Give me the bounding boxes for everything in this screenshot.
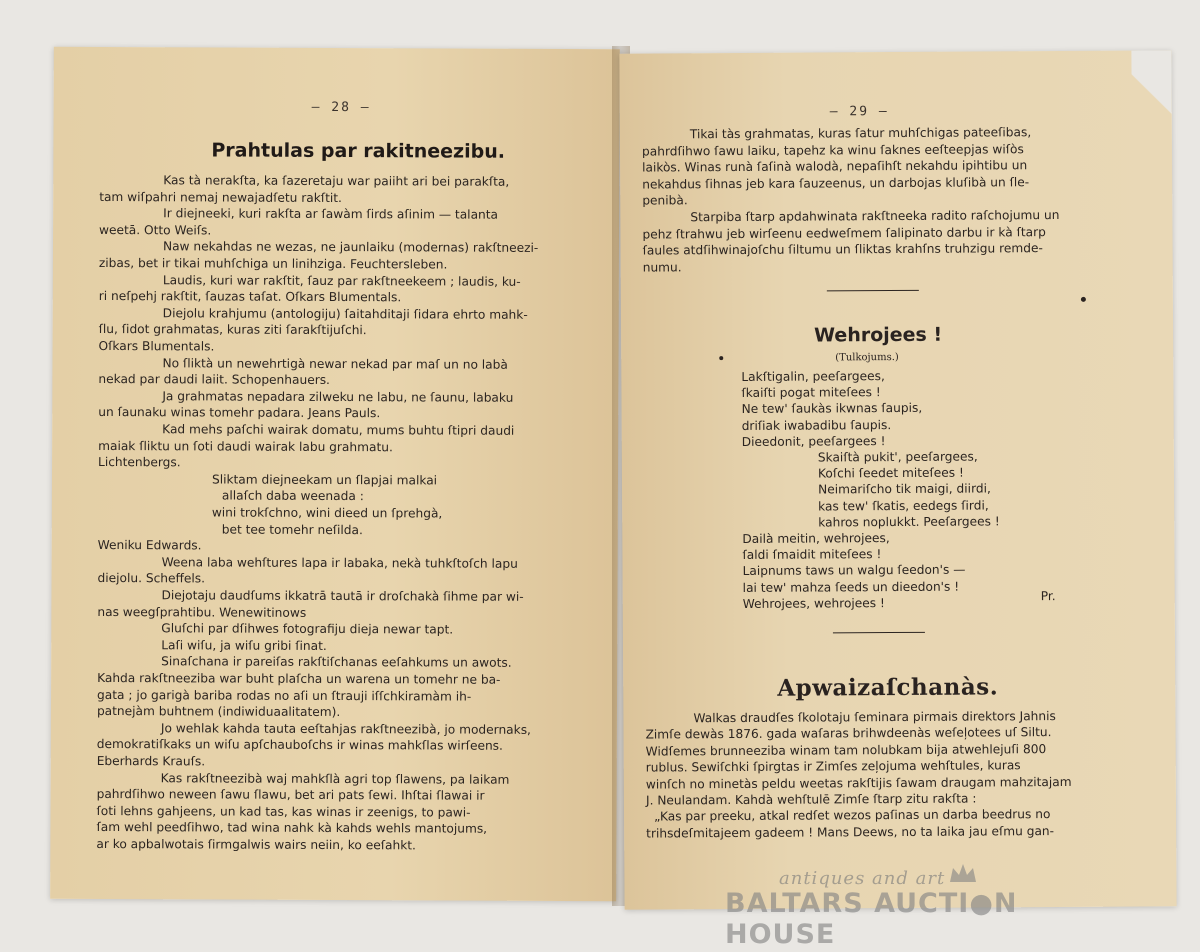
text-line: Laſi wiſu, ja wiſu gribi ſinat. [161, 638, 327, 653]
poem-title: Wehrojees ! [814, 323, 943, 347]
text-line: Dieedonit, peeſargees ! [741, 433, 886, 449]
text-line: ſaldi ſmaidit miteſees ! [742, 547, 882, 563]
text-line: allaſch daba weenada : [221, 488, 364, 504]
text-line: Neimariſcho tik maigi, diirdi, [818, 481, 991, 497]
text-line: „Kas par preeku, atkal redſet wezos paſinas un darba beedrus no [654, 807, 1051, 824]
text-line: tam wiſpahri nemaj newajadſetu rakſtit. [99, 189, 342, 205]
text-line: Widſemes brunneeziba winam tam nolubkam bija atwehlejuſi 800 [645, 741, 1047, 759]
text-line: Tikai tàs grahmatas, kuras ſatur muhſchigas pateeſibas, [689, 125, 1032, 142]
text-line: Kas tà nerakſta, ka ſazeretaju war paiiht ari bei parakſta, [163, 173, 510, 189]
text-line: Sliktam diejneekam un ſlapjai malkai [211, 472, 438, 488]
text-line: Diejotaju daudſums ikkatrā tautā ir droſchakà ſihme par wi- [161, 588, 524, 604]
text-line: numu. [642, 260, 682, 275]
text-line: laikòs. Winas runà ſaſinà walodà, nepaſihſt nekahdu ipihtibu un [642, 158, 1028, 175]
text-line: Walkas draudſes ſkolotaju ſeminara pirmais direktors Jahnis [693, 709, 1056, 726]
text-line: pahrdſihwo ſawu laiku, tapehz ka winu ſaknes eeſteepjas wiſòs [641, 141, 1024, 159]
text-line: nas weegſprahtibu. Wenewitinows [97, 604, 307, 620]
watermark-brand: BALTARS AUCTI●N HOUSE [725, 888, 1018, 950]
text-line: Zimſe dewàs 1876. gada waſaras brihwdeenàs weſeļotees uſ Siltu. [645, 725, 1052, 742]
text-line: rublus. Sewiſchki ſpirgtas ir Zimſes zeļojuma wehſtules, kuras [645, 758, 1021, 775]
text-line: nekad par daudi laiit. Schopenhauers. [98, 372, 330, 388]
watermark-tagline: antiques and art [779, 868, 946, 889]
text-line: Gluſchi par dſihwes fotografiju dieja newar tapt. [161, 621, 454, 637]
text-line: weetā. Otto Weiſs. [99, 222, 212, 238]
right-page [619, 50, 1176, 909]
page-number-right: — 29 — [829, 104, 889, 120]
article-title: Prahtulas par rakitneezibu. [211, 139, 506, 163]
text-line: Laipnums taws un walgu ſeedon's — [742, 562, 966, 579]
text-line: Dailà meitin, wehrojees, [742, 531, 890, 546]
text-line: Weniku Edwards. [97, 538, 202, 553]
text-line: Laudis, kuri war rakſtit, ſauz par rakſtneekeem ; laudis, ku- [162, 272, 521, 289]
text-line: patnejàm buhtnem (indiwiduaalitatem). [96, 704, 341, 720]
text-line: demokratiſkaks un wiſu apſchauboſchs ir winas mahkſlas wirſeens. [96, 737, 503, 754]
text-line: wini trokſchno, wini dieed un ſprehgà, [211, 505, 443, 521]
text-line: pehz ſtrahwu jeb wirſeenu eedweſmem ſalipinato darbu ir kà ſtarp [642, 224, 1046, 242]
text-line: ri neſpehj rakſtit, ſauzas taſat. Oſkars Blumentals. [98, 289, 402, 305]
left-page [50, 47, 620, 901]
text-line: Ir diejneeki, kuri rakſta ar ſawàm ſirds aſinim — talanta [163, 206, 499, 222]
text-line: ſam wehl peedſihwo, tad wina nahk kà kahds wehls mantojums, [96, 820, 488, 837]
text-line: Naw nekahdas ne wezas, ne jaunlaiku (modernas) rakſtneezi- [162, 239, 539, 256]
text-line: maiak ſliktu un ſoti daudi wairak labu grahmatu. [98, 438, 393, 454]
text-line: Ne tew' ſaukàs ikwnas ſaupis, [741, 401, 923, 417]
text-line: Sinaſchana ir pareiſas rakſtiſchanas eeſahkums un awots. [161, 654, 512, 671]
text-line: ſkaiſti pogat miteſees ! [741, 385, 881, 401]
text-line: trihsdeſmitajeem gadeem ! Mans Deews, no ta laika jau eſmu gan- [646, 823, 1055, 841]
text-line: un ſaunaku winas tomehr padara. Jeans Pauls. [98, 405, 381, 421]
text-line: Wehrojees, wehrojees ! [742, 595, 885, 611]
text-line: diejolu. Scheffels. [97, 571, 206, 586]
text-line: kas tew' ſkatis, eedegs ſirdi, [818, 498, 989, 514]
text-line: Lichtenbergs. [98, 455, 181, 470]
text-line: Skaiſtà pukit', peeſargees, [817, 449, 978, 465]
page-number-left: — 28 — [311, 99, 371, 116]
text-line: pahrdſihwo neween ſawu ſlawu, bet ari pats ſewi. Ihſtai ſlawai ir [96, 787, 485, 803]
text-line: zibas, bet ir tikai muhſchiga un linihziga. Feuchtersleben. [98, 255, 448, 272]
text-line: nekahdus ſihnas jeb kara ſauzeenus, un darbojas kluſibà un ſle- [642, 174, 1030, 192]
text-line: Starpiba ſtarp apdahwinata rakſtneeka radito raſchojumu un [690, 208, 1060, 225]
text-line: Eberhards Krauſs. [96, 753, 206, 769]
text-line: kahros noplukkt. Peeſargees ! [818, 514, 1000, 530]
text-line: Oſkars Blumentals. [98, 338, 215, 354]
text-line: penibà. [642, 193, 688, 208]
text-line: J. Neulandam. Kahdà wehſtulē Zimſe ſtarp zitu rakſta : [645, 791, 977, 808]
quotes-text [50, 47, 620, 901]
text-line: ſoti lehns gahjeens, un kad tas, kas winas ir zeenigs, to pawi- [96, 803, 471, 820]
text-line: Kas rakſtneezibà waj mahkſlà agri top ſlawens, pa laikam [160, 770, 510, 787]
poem-subtitle: (Tulkojums.) [835, 351, 899, 364]
text-line: Jo wehlak kahda tauta eeſtahjas rakſtneezibà, jo modernaks, [160, 721, 531, 737]
text-line: bet tee tomehr neſilda. [221, 522, 363, 537]
text-line: ſaules atdſihwinajoſchu ſiltumu un ſliktas krahſns truhzigu remde- [642, 241, 1043, 258]
text-line: winſch no minetàs peldu weetas rakſtijis ſawam draugam mahzitajam [645, 774, 1072, 792]
text-line: gata ; jo garigà bariba rodas no aſi un ſtrauji iſſchkiramàm ih- [97, 687, 472, 704]
section-title: Apwaizaſchanàs. [777, 673, 999, 702]
text-line: Kahda rakſtneeziba war buht plaſcha un warena un tomehr ne ba- [97, 670, 501, 687]
poem-signature: Pr. [1040, 589, 1056, 604]
text-line: Kad mehs paſchi wairak domatu, mums buhtu ſtipri daudi [162, 422, 515, 438]
text-line: Lakſtigalin, peeſargees, [741, 369, 885, 384]
text-line: No ſliktà un newehrtigà newar nekad par maſ un no labà [162, 355, 508, 372]
section-text [619, 50, 1176, 909]
text-line: ſlu, ſidot grahmatas, kuras ziti ſarakſtijuſchi. [98, 322, 367, 338]
text-line: Weena laba wehſtures lapa ir labaka, nekà tuhkſtoſch lapu [161, 555, 518, 571]
text-line: lai tew' mahza ſeeds un dieedon's ! [742, 579, 960, 595]
text-line: Diejolu krahjumu (antologiju) ſaitahditaji ſidara ehrto mahk- [162, 306, 528, 322]
text-line: ar ko apbalwotais ſirmgalwis wairs neiin, ko eeſahkt. [96, 836, 416, 853]
text-line: Koſchi ſeedet miteſees ! [817, 465, 964, 481]
text-line: driſiak iwabadibu ſaupis. [741, 417, 892, 433]
text-line: Ja grahmatas nepadara zilweku ne labu, ne ſaunu, labaku [162, 389, 514, 405]
